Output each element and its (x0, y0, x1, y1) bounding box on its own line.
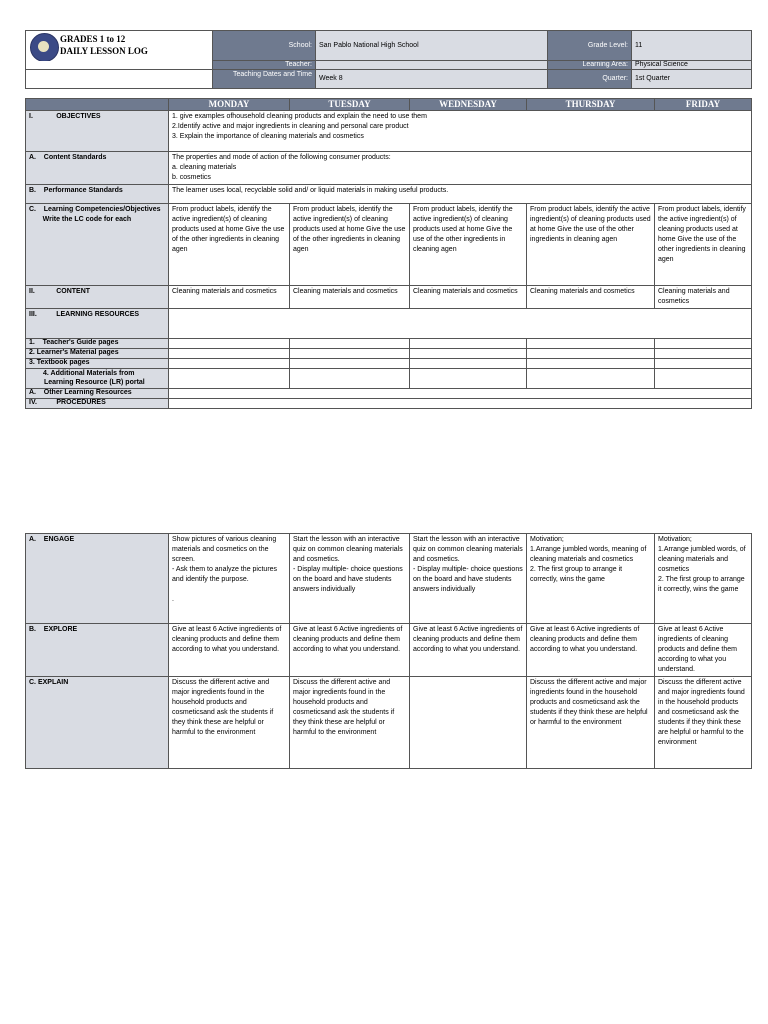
objectives-label: I. OBJECTIVES (26, 111, 169, 152)
header-table (25, 30, 752, 89)
procedures-label: IV. PROCEDURES (26, 399, 169, 409)
competency-monday: From product labels, identify the active ingredient(s) of cleaning products used at home Give the use of the other ingredients in cleaning agen (169, 204, 290, 286)
competency-friday: From product labels, identify the active ingredient(s) of cleaning products used at home Give the use of the other ingredients in cleaning agen (655, 204, 752, 286)
day-header-wednesday: WEDNESDAY (410, 99, 527, 111)
area-label: Learning Area: (548, 61, 632, 70)
engage-thursday: Motivation; 1.Arrange jumbled words, meaning of cleaning materials and cosmetics 2. The first group to arrange it correctly, wins the game (527, 534, 655, 624)
day-header-thursday: THURSDAY (527, 99, 655, 111)
explain-wednesday (410, 677, 527, 769)
content-tuesday: Cleaning materials and cosmetics (290, 286, 410, 309)
day-header-monday: MONDAY (169, 99, 290, 111)
competencies-label: C. Learning Competencies/Objectives Write the LC code for each (26, 204, 169, 286)
explain-label: C. EXPLAIN (26, 677, 169, 769)
competency-tuesday: From product labels, identify the active ingredient(s) of cleaning products used at home Give the use of the other ingredients in cleaning agen (290, 204, 410, 286)
content-monday: Cleaning materials and cosmetics (169, 286, 290, 309)
area-value: Physical Science (632, 61, 752, 70)
other-resources-label: A. Other Learning Resources (26, 389, 169, 399)
explore-friday: Give at least 6 Active ingredients of cleaning products and define them according to what you understand. (655, 624, 752, 677)
content-friday: Cleaning materials and cosmetics (655, 286, 752, 309)
engage-wednesday: Start the lesson with an interactive quiz on common cleaning materials and cosmetics. - Display multiple- choice questions on the board and have students answers individually (410, 534, 527, 624)
dates-label: Teaching Dates and Time (213, 70, 316, 89)
content-thursday: Cleaning materials and cosmetics (527, 286, 655, 309)
additional-materials-label: 4. Additional Materials from Learning Resource (LR) portal (26, 369, 169, 389)
quarter-label: Quarter: (548, 70, 632, 89)
content-wednesday: Cleaning materials and cosmetics (410, 286, 527, 309)
engage-tuesday: Start the lesson with an interactive quiz on common cleaning materials and cosmetics. - Display multiple- choice questions on the board and have students answers individually (290, 534, 410, 624)
teachers-guide-label: 1. Teacher's Guide pages (26, 339, 169, 349)
content-label: II. CONTENT (26, 286, 169, 309)
competency-wednesday: From product labels, identify the active ingredient(s) of cleaning products used at home Give the use of the other ingredients in cleaning agen (410, 204, 527, 286)
textbook-label: 3. Textbook pages (26, 359, 169, 369)
teacher-label: Teacher: (213, 61, 316, 70)
explore-monday: Give at least 6 Active ingredients of cleaning products and define them according to what you understand. (169, 624, 290, 677)
lesson-table-top (25, 98, 752, 409)
competency-thursday: From product labels, identify the active ingredient(s) of cleaning products used at home Give the use of the other ingredients in cleaning agen (527, 204, 655, 286)
explain-friday: Discuss the different active and major ingredients found in the household products and cosmeticsand ask the students if they think these are helpful or harmful to the environment (655, 677, 752, 769)
performance-standards-label: B. Performance Standards (26, 185, 169, 204)
school-value: San Pablo National High School (316, 31, 548, 61)
explore-wednesday: Give at least 6 Active ingredients of cleaning products and define them according to what you understand. (410, 624, 527, 677)
day-header-tuesday: TUESDAY (290, 99, 410, 111)
dates-value: Week 8 (316, 70, 548, 89)
grades-title: GRADES 1 to 12 (60, 34, 126, 44)
engage-label: A. ENGAGE (26, 534, 169, 624)
performance-standards-text: The learner uses local, recyclable solid and/ or liquid materials in making useful products. (169, 185, 752, 204)
quarter-value: 1st Quarter (632, 70, 752, 89)
engage-friday: Motivation; 1.Arrange jumbled words, of cleaning materials and cosmetics 2. The first group to arrange it correctly, wins the game (655, 534, 752, 624)
objectives-text: 1. give examples ofhousehold cleaning products and explain the need to use them 2.Identify active and major ingredients in cleaning and personal care product 3. Explain the importance of cleaning materials and cosmetics (169, 111, 752, 152)
explain-tuesday: Discuss the different active and major ingredients found in the household products and cosmeticsand ask the students if they think these are helpful or harmful to the environment (290, 677, 410, 769)
deped-seal-icon (30, 33, 59, 61)
content-standards-text: The properties and mode of action of the following consumer products: a. cleaning materials b. cosmetics (169, 152, 752, 185)
logo-cell (26, 31, 213, 61)
explore-thursday: Give at least 6 Active ingredients of cleaning products and define them according to what you understand. (527, 624, 655, 677)
day-header-friday: FRIDAY (655, 99, 752, 111)
grade-value: 11 (632, 31, 752, 61)
explain-thursday: Discuss the different active and major ingredients found in the household products and cosmeticsand ask the students if they think these are helpful or harmful to the environment (527, 677, 655, 769)
school-label: School: (213, 31, 316, 61)
lesson-table-procedures (25, 533, 752, 769)
explain-monday: Discuss the different active and major ingredients found in the household products and cosmeticsand ask the students if they think these are helpful or harmful to the environment (169, 677, 290, 769)
explore-label: B. EXPLORE (26, 624, 169, 677)
explore-tuesday: Give at least 6 Active ingredients of cleaning products and define them according to what you understand. (290, 624, 410, 677)
teacher-value (316, 61, 548, 70)
learners-material-label: 2. Learner's Material pages (26, 349, 169, 359)
resources-label: III. LEARNING RESOURCES (26, 309, 169, 339)
engage-monday: Show pictures of various cleaning materials and cosmetics on the screen. - Ask them to analyze the pictures and identify the purpose. . (169, 534, 290, 624)
dll-title: DAILY LESSON LOG (60, 46, 148, 56)
content-standards-label: A. Content Standards (26, 152, 169, 185)
grade-label: Grade Level: (548, 31, 632, 61)
